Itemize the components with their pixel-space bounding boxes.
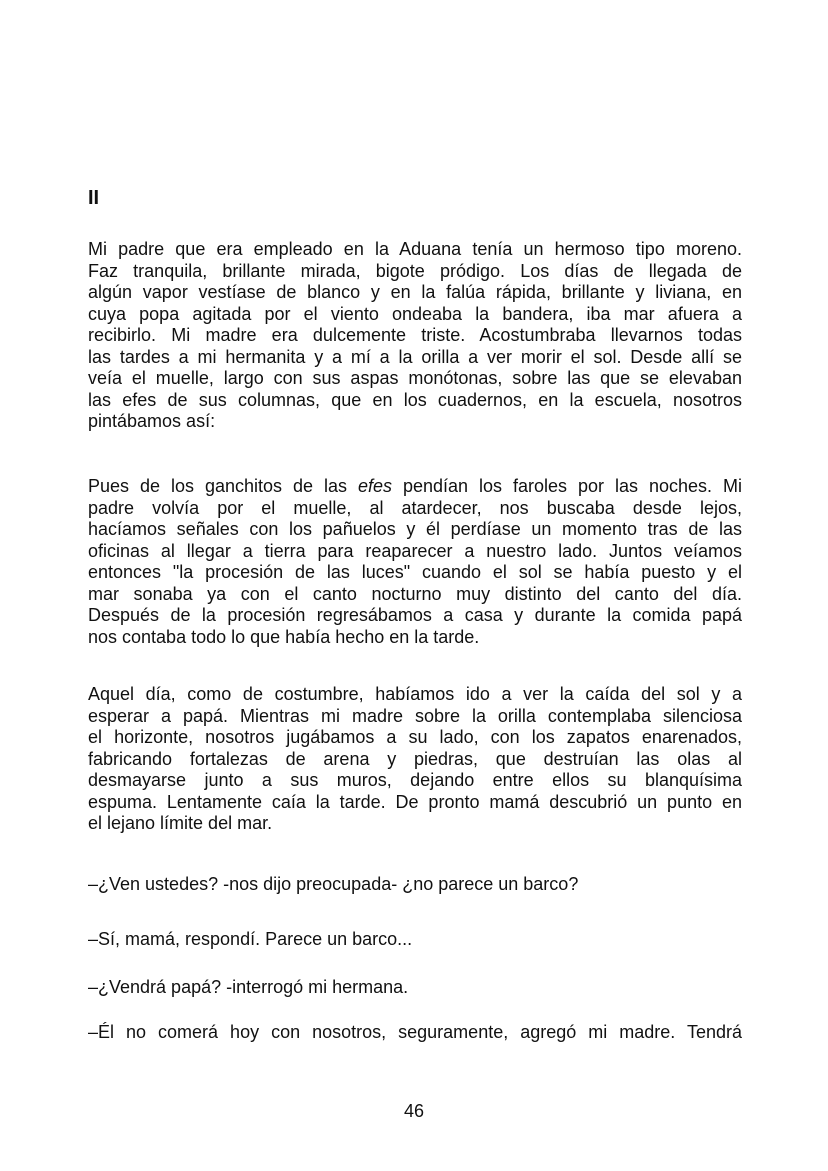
text-line: padre volvía por el muelle, al atardecer, nos buscaba desde lejos, <box>88 497 742 518</box>
text-line: mar sonaba ya con el canto nocturno muy distinto del canto del día. <box>88 583 742 604</box>
text-segment: Pues de los ganchitos de las <box>88 476 358 496</box>
paragraph <box>88 977 742 999</box>
text-line: desmayarse junto a sus muros, dejando entre ellos su blanquísima <box>88 770 742 790</box>
text-line: recibirlo. Mi madre era dulcemente triste. Acostumbraba llevarnos todas <box>88 325 742 345</box>
text-line: veía el muelle, largo con sus aspas monótonas, sobre las que se elevaban <box>88 368 742 388</box>
paragraph <box>88 874 742 896</box>
text-line: Después de la procesión regresábamos a casa y durante la comida papá <box>88 605 742 625</box>
text-line: –Sí, mamá, respondí. Parece un barco... <box>88 929 413 949</box>
text-line: Aquel día, como de costumbre, habíamos ido a ver la caída del sol y a <box>88 684 742 704</box>
italic-text: efes <box>357 476 393 496</box>
text-line: oficinas al llegar a tierra para reaparecer a nuestro lado. Juntos veíamos <box>88 540 742 561</box>
text-segment: pendían los faroles por las noches. Mi <box>392 476 742 496</box>
chapter-heading: II <box>88 187 100 209</box>
paragraph <box>88 929 742 951</box>
text-line: hacíamos señales con los pañuelos y él perdíase un momento tras de las <box>88 519 742 539</box>
text-line: el lejano límite del mar. <box>88 813 273 833</box>
text-line: entonces "la procesión de las luces" cuando el sol se había puesto y el <box>88 562 742 582</box>
text-line: –¿Ven ustedes? -nos dijo preocupada- ¿no parece un barco? <box>88 874 579 894</box>
text-line: algún vapor vestíase de blanco y en la falúa rápida, brillante y liviana, en <box>88 282 742 302</box>
paragraph <box>88 684 742 835</box>
text-line: –Él no comerá hoy con nosotros, seguramente, agregó mi madre. Tendrá <box>88 1022 742 1042</box>
paragraph <box>88 1022 742 1044</box>
text-line: pintábamos así: <box>88 411 216 431</box>
paragraph <box>88 239 742 433</box>
text-line: Mi padre que era empleado en la Aduana tenía un hermoso tipo moreno. <box>88 239 742 259</box>
text-line: fabricando fortalezas de arena y piedras, que destruían las olas al <box>88 748 742 769</box>
paragraph <box>88 476 742 648</box>
text-line: las tardes a mi hermanita y a mí a la orilla a ver morir el sol. Desde allí se <box>88 346 742 367</box>
text-line: cuya popa agitada por el viento ondeaba la bandera, iba mar afuera a <box>88 303 742 324</box>
text-line: las efes de sus columnas, que en los cuadernos, en la escuela, nosotros <box>88 389 742 410</box>
text-line: el horizonte, nosotros jugábamos a su lado, con los zapatos enarenados, <box>88 727 742 747</box>
text-line: espuma. Lentamente caía la tarde. De pronto mamá descubrió un punto en <box>88 791 742 812</box>
text-line: esperar a papá. Mientras mi madre sobre la orilla contemplaba silenciosa <box>88 705 742 726</box>
text-line: Faz tranquila, brillante mirada, bigote pródigo. Los días de llegada de <box>88 260 742 281</box>
text-line: nos contaba todo lo que había hecho en la tarde. <box>88 626 480 647</box>
page-number: 46 <box>403 1101 425 1121</box>
text-line: –¿Vendrá papá? -interrogó mi hermana. <box>88 977 409 997</box>
text-line <box>88 476 742 498</box>
